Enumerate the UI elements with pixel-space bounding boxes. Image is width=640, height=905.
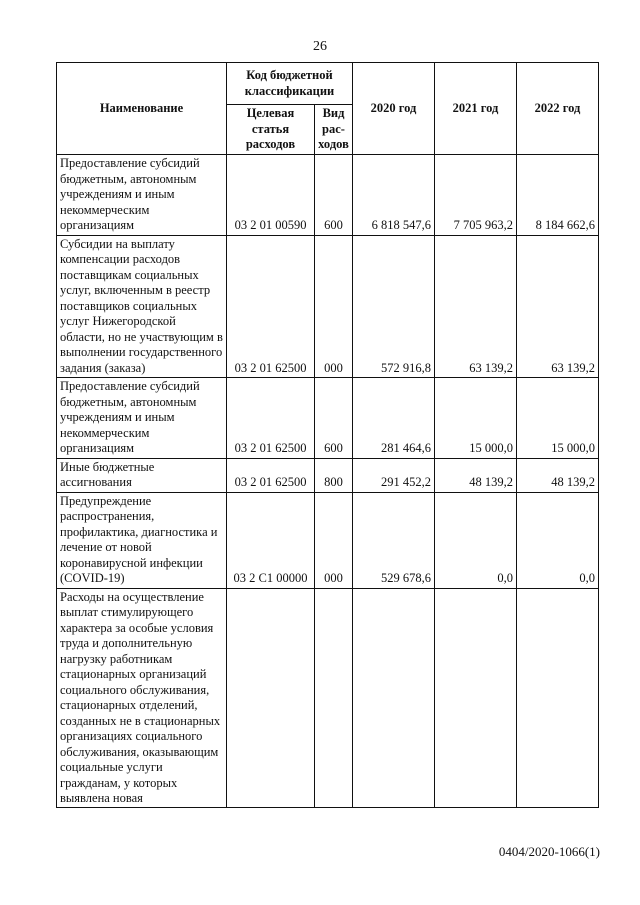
row-value-2020: 6 818 547,6 (353, 155, 435, 236)
table-row (57, 235, 599, 378)
budget-table (56, 62, 599, 808)
page-number: 26 (313, 39, 327, 54)
table-row (57, 492, 599, 588)
row-value-2022 (517, 588, 599, 807)
header-year-2020: 2020 год (353, 63, 435, 155)
row-target-article: 03 2 01 00590 (227, 155, 315, 236)
row-value-2022: 0,0 (517, 492, 599, 588)
row-name: Расходы на осуществление выплат стимулирующего характера за особые условия труда и дополнительную нагрузку работникам стационарных организаций социального обслуживания, стационарных отделений, созданных не в стационарных организациях социального обслуживания, оказывающим социальные услуги гражданам, у которых выявлена новая (57, 588, 227, 807)
row-target-article: 03 2 01 62500 (227, 235, 315, 378)
row-expense-type: 600 (315, 155, 353, 236)
row-value-2020: 529 678,6 (353, 492, 435, 588)
row-name: Предоставление субсидий бюджетным, автономным учреждениям и иным некоммерческим организациям (57, 378, 227, 459)
row-expense-type (315, 588, 353, 807)
row-value-2021: 15 000,0 (435, 378, 517, 459)
table-row (57, 458, 599, 492)
header-year-2022: 2022 год (517, 63, 599, 155)
header-expense-type: Вид рас-ходов (315, 105, 353, 155)
row-value-2020: 291 452,2 (353, 458, 435, 492)
row-value-2020: 572 916,8 (353, 235, 435, 378)
table-row (57, 155, 599, 236)
row-expense-type: 800 (315, 458, 353, 492)
header-year-2021: 2021 год (435, 63, 517, 155)
row-target-article: 03 2 01 62500 (227, 458, 315, 492)
row-value-2021: 7 705 963,2 (435, 155, 517, 236)
header-name: Наименование (57, 63, 227, 155)
row-target-article (227, 588, 315, 807)
row-value-2021: 63 139,2 (435, 235, 517, 378)
row-value-2021 (435, 588, 517, 807)
table-row (57, 378, 599, 459)
header-target-article: Целевая статья расходов (227, 105, 315, 155)
row-target-article: 03 2 01 62500 (227, 378, 315, 459)
row-value-2022: 48 139,2 (517, 458, 599, 492)
row-expense-type: 600 (315, 378, 353, 459)
row-value-2022: 15 000,0 (517, 378, 599, 459)
row-value-2021: 0,0 (435, 492, 517, 588)
row-name: Предупреждение распространения, профилактика, диагностика и лечение от новой коронавирусной инфекции (COVID-19) (57, 492, 227, 588)
row-value-2020 (353, 588, 435, 807)
row-target-article: 03 2 C1 00000 (227, 492, 315, 588)
row-name: Предоставление субсидий бюджетным, автономным учреждениям и иным некоммерческим организациям (57, 155, 227, 236)
row-name: Субсидии на выплату компенсации расходов поставщикам социальных услуг, включенным в реестр поставщиков социальных услуг Нижегородской области, но не участвующим в выполнении государственного задания (заказа) (57, 235, 227, 378)
table-row-continued (57, 588, 599, 807)
row-name: Иные бюджетные ассигнования (57, 458, 227, 492)
row-expense-type: 000 (315, 235, 353, 378)
row-value-2022: 8 184 662,6 (517, 155, 599, 236)
row-value-2021: 48 139,2 (435, 458, 517, 492)
header-budget-code: Код бюджетной классификации (227, 63, 353, 105)
document-code: 0404/2020-1066(1) (498, 844, 600, 859)
row-expense-type: 000 (315, 492, 353, 588)
row-value-2020: 281 464,6 (353, 378, 435, 459)
row-value-2022: 63 139,2 (517, 235, 599, 378)
